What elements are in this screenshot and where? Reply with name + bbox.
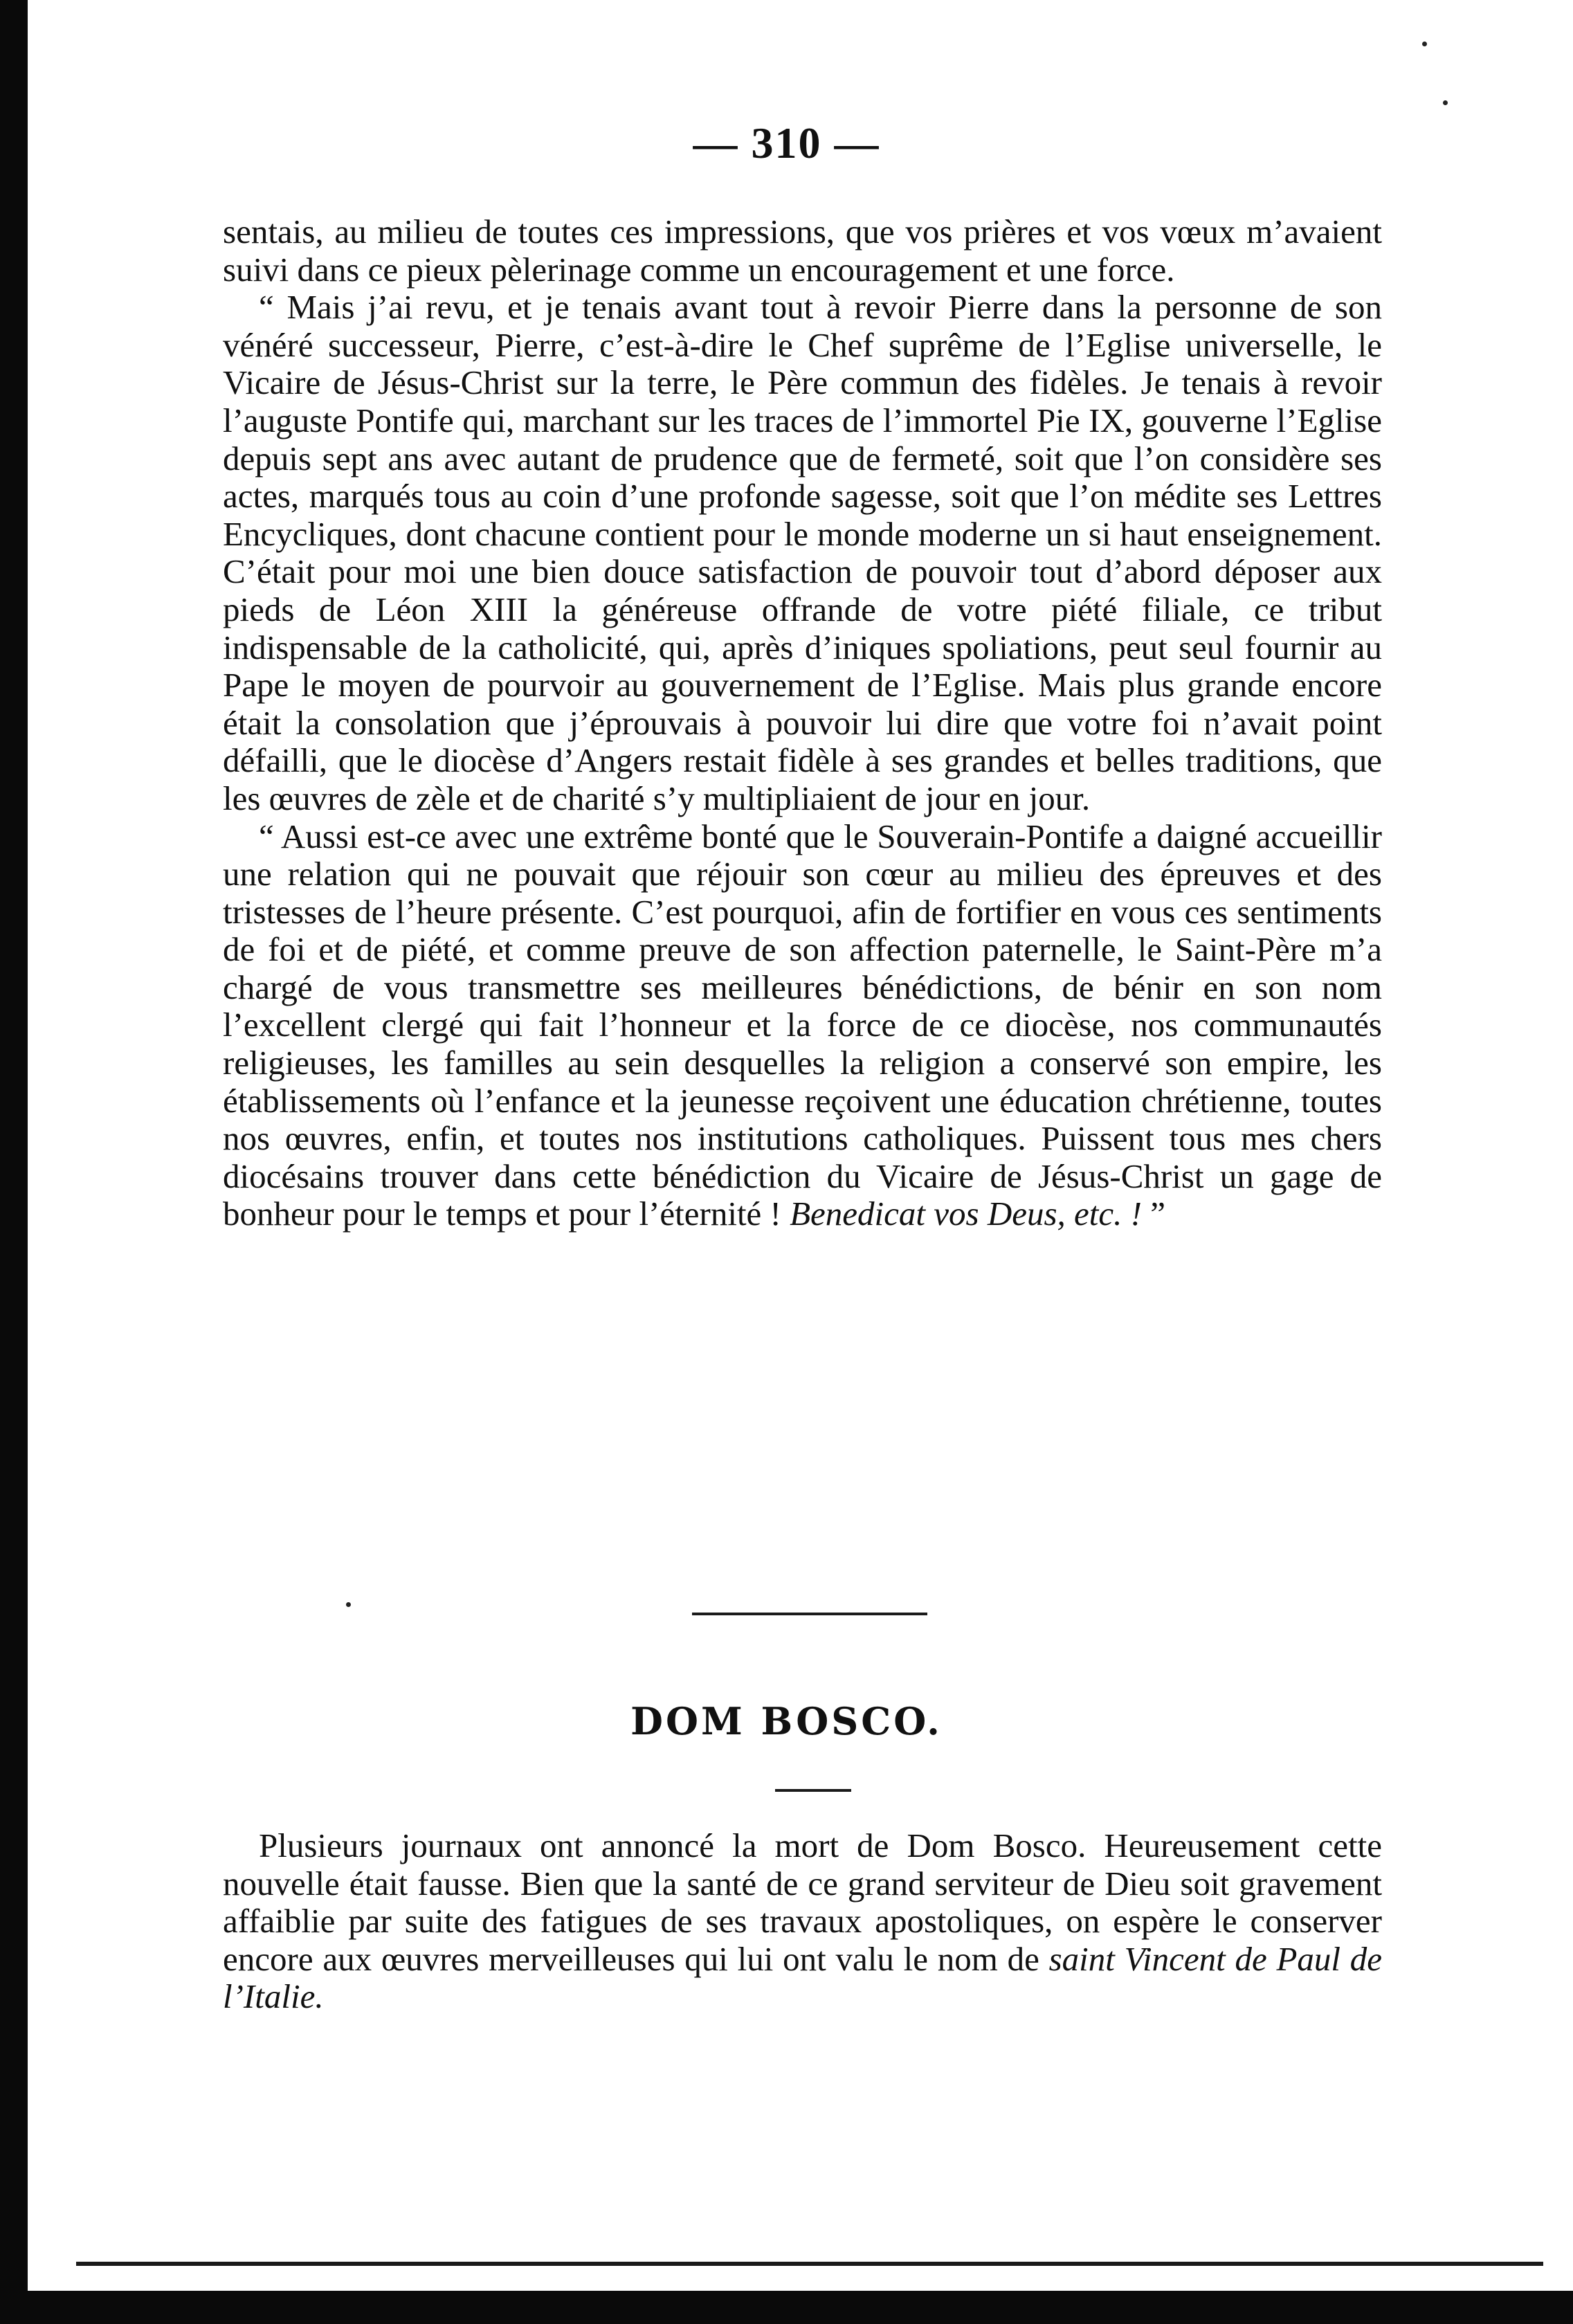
- paragraph-1-text: sentais, au milieu de toutes ces impressions, que vos prières et vos vœux m’avaient suivi dans ce pieux pèlerinage comme un encouragement et une force.: [223, 212, 1382, 289]
- paragraph-3: [223, 818, 1382, 1234]
- title-underline: [775, 1789, 851, 1792]
- paragraph-3-tail: ”: [1141, 1195, 1165, 1233]
- section-paragraph: [223, 1827, 1382, 2016]
- section-separator: [692, 1613, 927, 1615]
- paragraph-3-italic: Benedicat vos Deus, etc. !: [790, 1195, 1142, 1233]
- paragraph-3-text: “ Aussi est-ce avec une extrême bonté que le Souverain-Pontife a daigné accueillir une relation qui ne pouvait que réjouir son cœur au milieu des épreuves et des tristesses de l’heure présente. C’est pourquoi, afin de fortifier en vous ces sentiments de foi et de piété, et comme preuve de son affection paternelle, le Saint-Père m’a chargé de vous transmettre ses meilleures bénédictions, de bénir en son nom l’excellent clergé qui fait l’honneur et la force de ce diocèse, nos communautés religieuses, les familles au sein desquelles la religion a conservé son empire, les établissements où l’enfance et la jeunesse reçoivent une éducation chrétienne, toutes nos œuvres, enfin, et toutes nos institutions catholiques. Puissent tous mes chers diocésains trouver dans cette bénédiction du Vicaire de Jésus-Christ un gage de bonheur pour le temps et pour l’éternité !: [223, 817, 1382, 1233]
- paragraph-1: [223, 213, 1382, 289]
- section-body: [223, 1827, 1382, 2016]
- bottom-rule: [76, 2262, 1543, 2266]
- section-paragraph-italic: saint Vincent de Paul de l’Italie.: [223, 1939, 1382, 2016]
- page-number: — 310 —: [693, 118, 880, 167]
- paragraph-2: [223, 289, 1382, 817]
- scan-bottom-edge: [0, 2291, 1573, 2324]
- body-text: [223, 213, 1382, 1233]
- section-paragraph-text: Plusieurs journaux ont annoncé la mort de Dom Bosco. Heureusement cette nouvelle était fausse. Bien que la santé de ce grand serviteur de Dieu soit gravement affaiblie par suite des fatigues de ses travaux apostoliques, on espère le conserver encore aux œuvres merveilleuses qui lui ont valu le nom de: [223, 1826, 1382, 1978]
- paragraph-2-text: “ Mais j’ai revu, et je tenais avant tout à revoir Pierre dans la personne de son vénéré successeur, Pierre, c’est-à-dire le Chef suprême de l’Eglise universelle, le Vicaire de Jésus-Christ sur la terre, le Père commun des fidèles. Je tenais à revoir l’auguste Pontife qui, marchant sur les traces de l’immortel Pie IX, gouverne l’Eglise depuis sept ans avec autant de prudence que de fermeté, soit que l’on considère ses actes, marqués tous au coin d’une profonde sagesse, soit que l’on médite ses Lettres Encycliques, dont chacune contient pour le monde moderne un si haut enseignement. C’était pour moi une bien douce satisfaction de pouvoir tout d’abord déposer aux pieds de Léon XIII la généreuse offrande de votre piété filiale, ce tribut indispensable de la catholicité, qui, après d’iniques spoliations, peut seul fournir au Pape le moyen de pourvoir au gouvernement de l’Eglise. Mais plus grande encore était la consolation que j’éprouvais à pouvoir lui dire que votre foi n’avait point défailli, que le diocèse d’Angers restait fidèle à ses grandes et belles traditions, que les œuvres de zèle et de charité s’y multipliaient de jour en jour.: [223, 288, 1382, 817]
- scan-speck: [1443, 100, 1448, 105]
- section-title: DOM BOSCO.: [630, 1699, 943, 1743]
- scan-left-edge: [0, 0, 28, 2324]
- scan-speck: [346, 1602, 351, 1607]
- scan-speck: [1422, 42, 1427, 46]
